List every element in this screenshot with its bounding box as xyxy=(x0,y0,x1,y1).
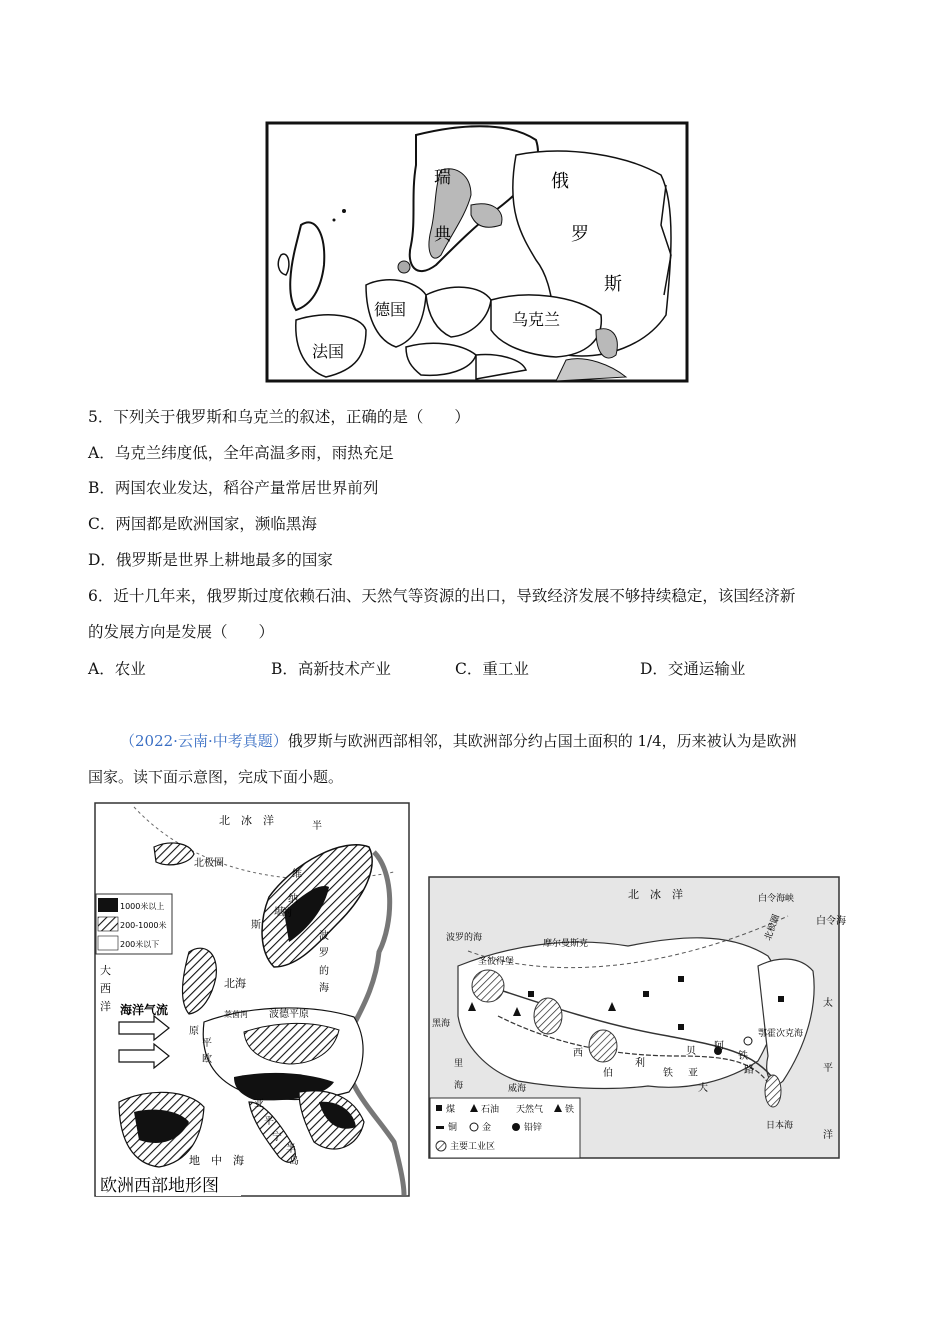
q5-option-a: A．乌克兰纬度低，全年高温多雨，雨热充足 xyxy=(88,444,394,462)
europe-map-1 xyxy=(266,115,690,385)
terrain-label-plain-3: 欧 xyxy=(202,1054,212,1065)
resources-label-pacific-3: 洋 xyxy=(823,1130,833,1141)
terrain-label-scand-2: 纳 xyxy=(288,894,298,905)
resources-label-caspian-1: 里 xyxy=(454,1059,464,1069)
terrain-legend-200: 200米以下 xyxy=(120,940,160,949)
intro-line2: 国家。读下面示意图，完成下面小题。 xyxy=(88,768,344,786)
q6-stem-line1: 6．近十几年来，俄罗斯过度依赖石油、天然气等资源的出口，导致经济发展不够持续稳定，该国经济新 xyxy=(88,587,796,605)
resources-label-pacific-1: 太 xyxy=(823,998,833,1009)
resources-legend-gas: 天然气 xyxy=(516,1105,544,1115)
map1-label-sweden-1: 瑞 xyxy=(434,168,451,188)
terrain-label-arctic-ocean: 北 冰 洋 xyxy=(219,814,274,827)
terrain-label-atlantic-2: 西 xyxy=(100,982,111,995)
terrain-label-atlantic-1: 大 xyxy=(100,964,111,977)
resources-label-pacific-2: 平 xyxy=(823,1063,833,1074)
intro-line1-text: 俄罗斯与欧洲西部相邻，其欧洲部分约占国土面积的 1/4，历来被认为是欧洲 xyxy=(287,732,797,750)
terrain-label-italy-2: 宁 xyxy=(272,1132,282,1143)
terrain-label-scand-1: 维 xyxy=(292,869,302,880)
map1-label-sweden-2: 典 xyxy=(434,225,451,245)
terrain-label-alps: 亚 xyxy=(254,1099,264,1110)
resources-map-svg xyxy=(428,876,846,1159)
terrain-label-atlantic-3: 洋 xyxy=(100,1000,111,1013)
resources-label-railway-4: 路 xyxy=(744,1065,754,1076)
terrain-label-italy-3: 半 xyxy=(286,1144,296,1155)
resources-label-arctic-circle: 北极圈 xyxy=(763,913,783,943)
resources-label-okhotsk: 鄂霍次克海 xyxy=(758,1029,804,1039)
resources-label-caspian-2: 海 xyxy=(454,1081,464,1091)
terrain-label-scand-4: 堪 xyxy=(274,907,284,918)
terrain-label-plain-1: 原 xyxy=(189,1026,199,1037)
resources-legend-leadzinc: 铅锌 xyxy=(524,1123,543,1133)
map1-label-russia-1: 俄 xyxy=(551,171,569,192)
resources-label-bering-strait: 白令海峡 xyxy=(758,894,795,904)
resources-label-railway-1: 贝 xyxy=(686,1046,696,1057)
resources-legend-oil: 石油 xyxy=(481,1105,500,1115)
resources-label-railway-3: 铁 xyxy=(738,1051,748,1062)
q5-option-b: B．两国农业发达，稻谷产量常居世界前列 xyxy=(88,479,379,497)
europe-map-1-svg xyxy=(266,115,690,385)
resources-label-siberia-2: 伯 xyxy=(603,1068,613,1079)
terrain-label-north-sea: 北海 xyxy=(224,977,246,990)
terrain-legend-200-1000: 200-1000米 xyxy=(120,921,167,930)
western-europe-terrain-map xyxy=(94,802,410,1197)
resources-label-black-sea: 黑海 xyxy=(432,1019,451,1029)
resources-legend-iron: 铁 xyxy=(565,1105,575,1115)
terrain-label-mediterranean: 地 中 海 xyxy=(189,1154,244,1167)
resources-label-arctic-ocean: 北 冰 洋 xyxy=(628,888,683,901)
q6-option-a: A．农业 xyxy=(88,660,146,678)
terrain-label-baltic-2: 罗 xyxy=(319,948,329,959)
terrain-label-baltic-3: 的 xyxy=(319,966,329,977)
terrain-label-peninsula: 半 xyxy=(312,821,322,832)
resources-legend-gold: 金 xyxy=(482,1123,492,1133)
resources-label-weihai: 威海 xyxy=(508,1084,527,1094)
terrain-label-ocean-climate: 海洋气流 xyxy=(120,1003,169,1017)
map1-label-germany: 德国 xyxy=(374,300,407,319)
q6-option-d: D．交通运输业 xyxy=(640,660,746,678)
map1-label-russia-2: 罗 xyxy=(571,224,589,245)
resources-label-siberia-3: 利 xyxy=(635,1058,645,1069)
terrain-label-baltic-4: 海 xyxy=(319,983,329,994)
russia-resources-map xyxy=(428,876,846,1159)
resources-legend-coal: 煤 xyxy=(446,1105,456,1115)
terrain-label-plain-2: 平 xyxy=(202,1038,212,1049)
intro-source: （2022·云南·中考真题） xyxy=(120,732,288,750)
resources-label-railway-2: 阿 xyxy=(714,1041,724,1052)
resources-label-siberia-4: 亚 xyxy=(688,1068,698,1079)
terrain-label-arctic-circle: 北极圈 xyxy=(194,858,224,869)
terrain-label-italy-4: 岛 xyxy=(289,1156,299,1167)
resources-legend-industrial: 主要工业区 xyxy=(450,1142,496,1152)
terrain-map-svg xyxy=(94,802,410,1197)
q5-option-d: D．俄罗斯是世界上耕地最多的国家 xyxy=(88,551,333,569)
q6-option-b: B．高新技术产业 xyxy=(271,660,391,678)
terrain-label-rhine: 莱茵河 xyxy=(224,1010,248,1019)
q6-option-c: C．重工业 xyxy=(455,660,529,678)
q5-option-c: C．两国都是欧洲国家，濒临黑海 xyxy=(88,515,317,533)
q5-stem: 5．下列关于俄罗斯和乌克兰的叙述，正确的是（ ） xyxy=(88,408,470,426)
map1-label-ukraine: 乌克兰 xyxy=(512,310,561,329)
terrain-label-poland-plain: 波德平原 xyxy=(269,1009,309,1020)
resources-label-railway-extra: 铁 xyxy=(663,1068,673,1079)
resources-label-siberia-1: 西 xyxy=(573,1048,583,1059)
resources-label-murmansk: 摩尔曼斯克 xyxy=(543,939,589,949)
resources-label-big: 大 xyxy=(698,1083,708,1094)
q6-stem-line2: 的发展方向是发展（ ） xyxy=(88,623,275,641)
resources-label-japan-sea: 日本海 xyxy=(766,1121,794,1131)
terrain-map-caption: 欧洲西部地形图 xyxy=(100,1176,219,1196)
intro-line1 xyxy=(120,731,797,751)
resources-label-st-petersburg: 圣彼得堡 xyxy=(478,957,515,967)
map1-label-russia-3: 斯 xyxy=(604,274,622,295)
resources-label-baltic: 波罗的海 xyxy=(446,933,483,943)
map1-label-france: 法国 xyxy=(312,342,345,361)
terrain-label-italy-1: 平 xyxy=(264,1116,274,1127)
terrain-label-baltic-1: 波 xyxy=(319,931,329,942)
terrain-label-scand-3: 的 xyxy=(282,908,292,919)
resources-label-bering-sea: 白令海 xyxy=(816,916,846,927)
terrain-legend-1000: 1000米以上 xyxy=(120,902,165,911)
resources-legend-copper: 铜 xyxy=(448,1123,458,1133)
terrain-label-scand-5: 斯 xyxy=(251,920,261,931)
